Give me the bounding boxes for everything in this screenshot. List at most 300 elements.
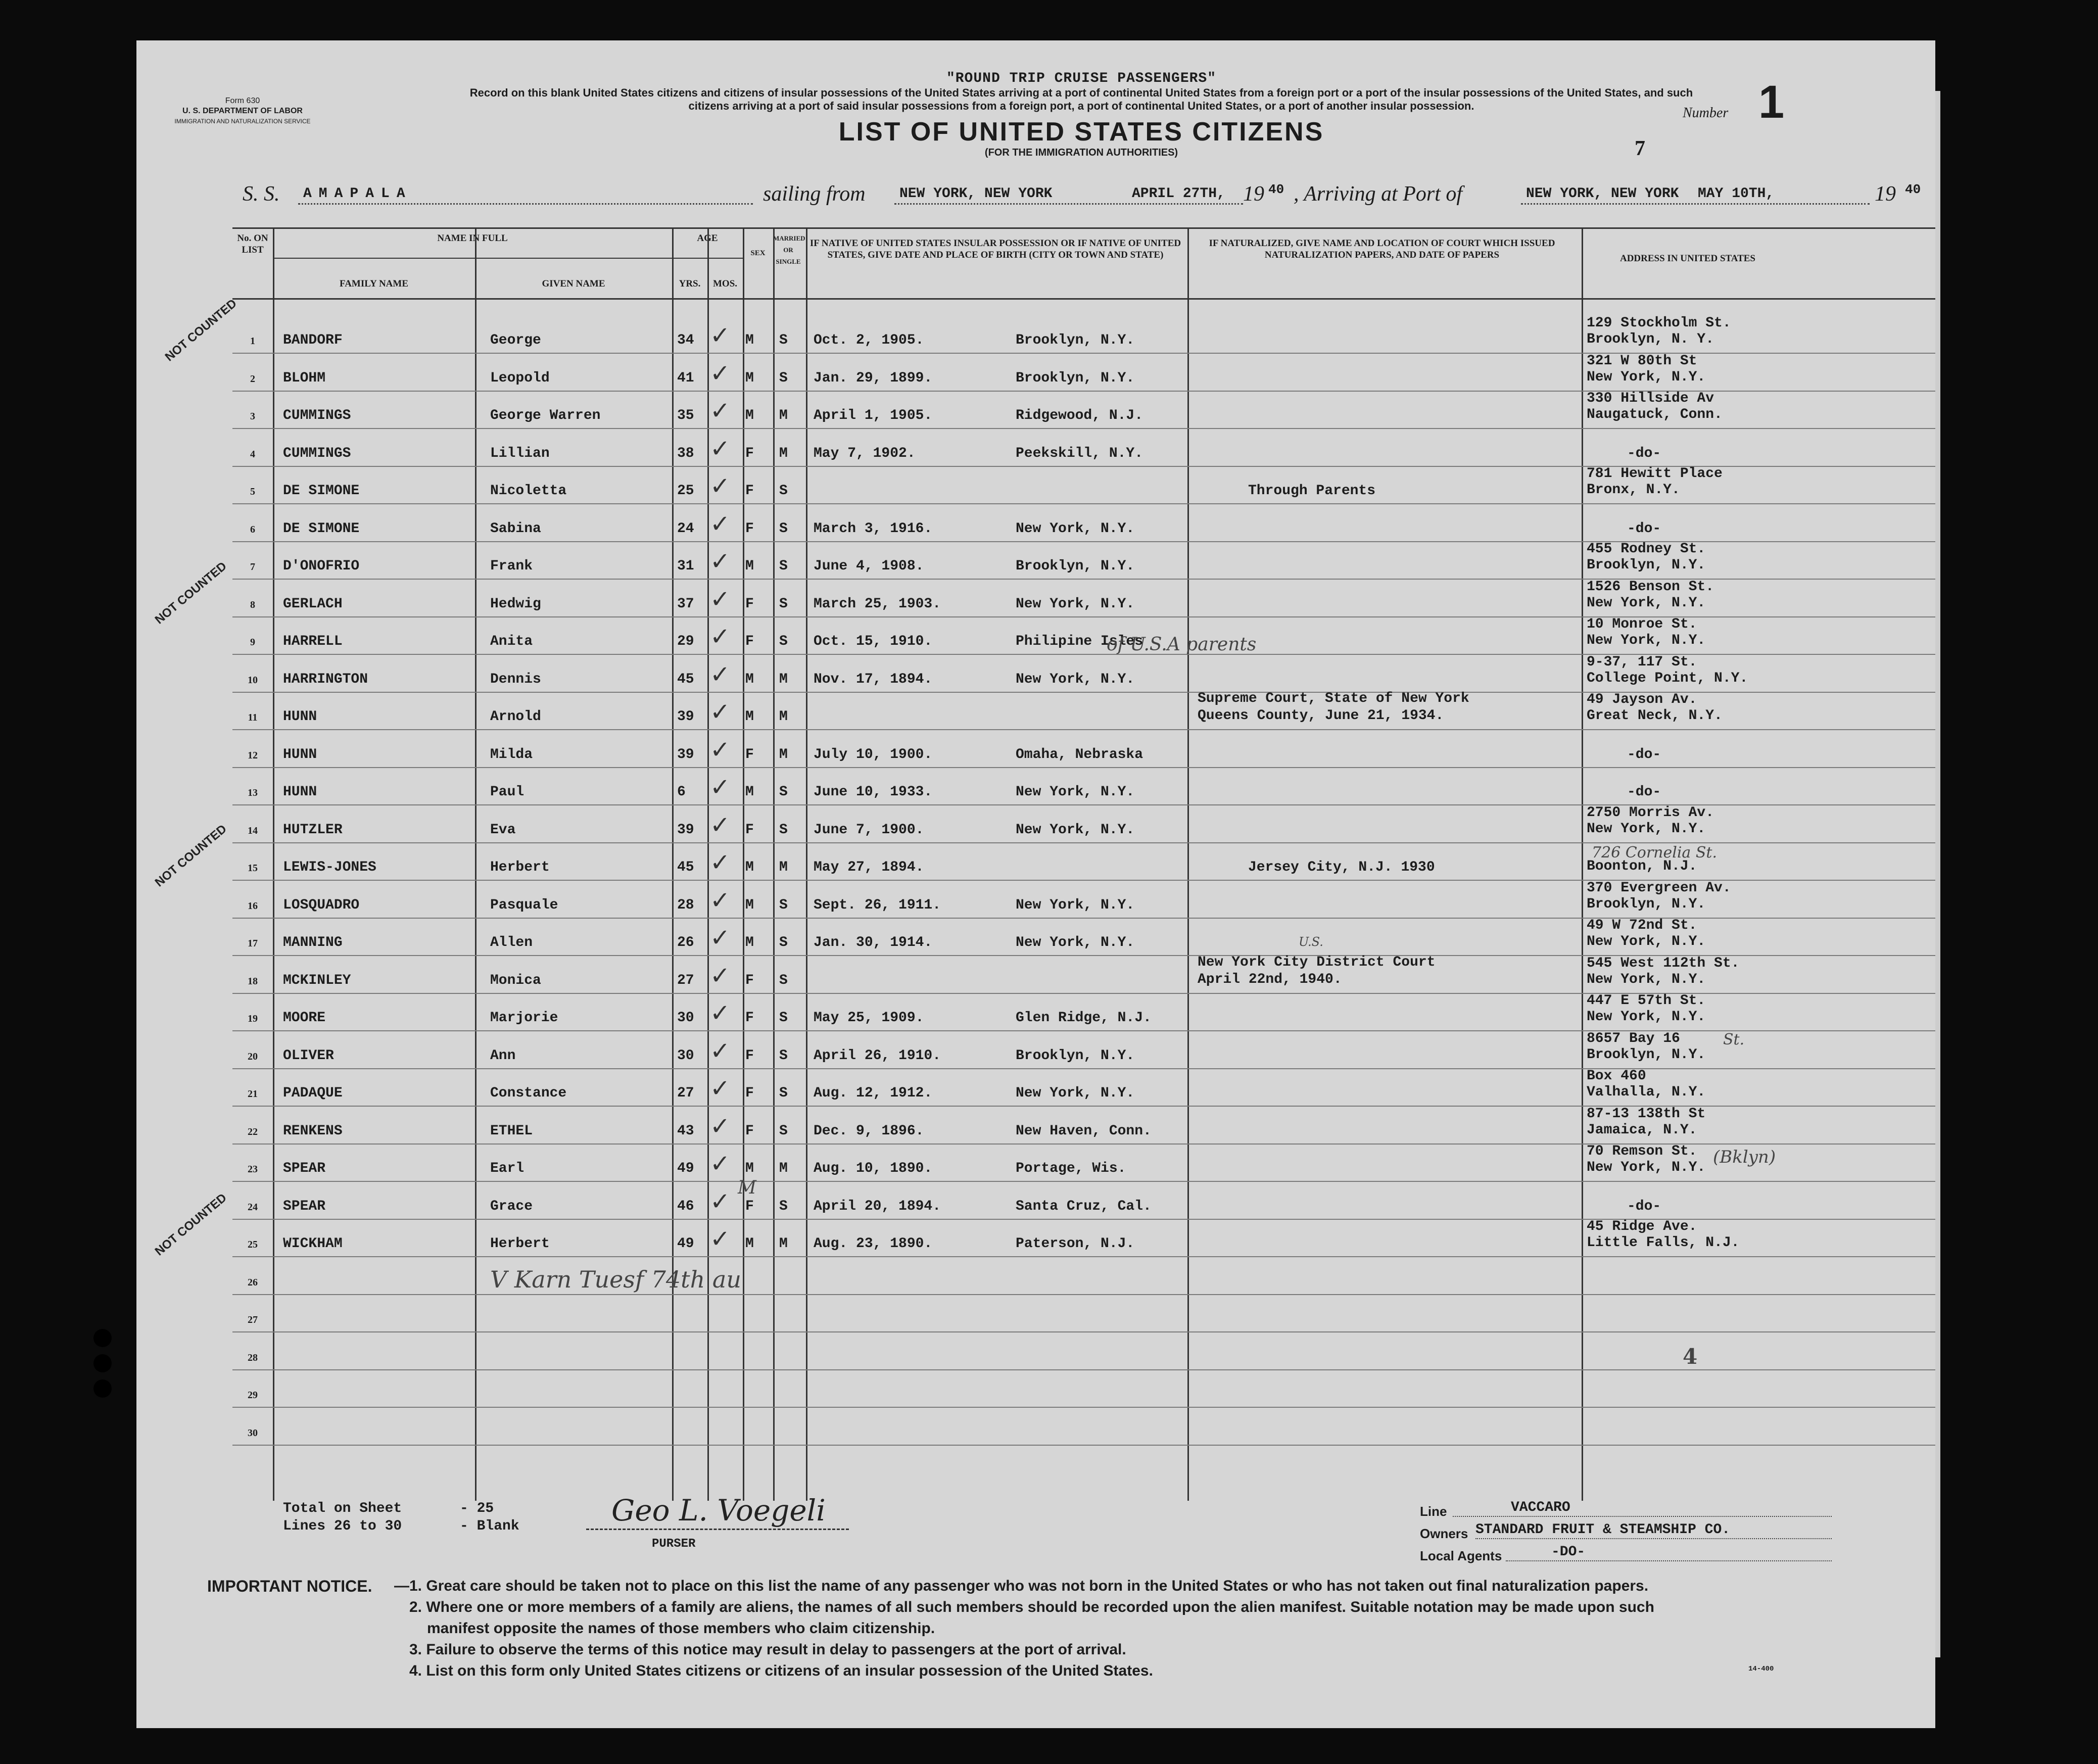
notice-item-2: 2. Where one or more members of a family are aliens, the names of all such members should be recorded upon the alien manifest. Suitable notation may be made upon such: [409, 1599, 1654, 1615]
punch-hole: [93, 1354, 112, 1372]
birth-date-cell: Jan. 29, 1899.: [814, 370, 933, 386]
birth-place-cell: New York, N.Y.: [1016, 822, 1135, 838]
row-number: 11: [248, 712, 258, 723]
marital-status-cell: S: [779, 1123, 788, 1139]
marital-status-cell: S: [779, 1198, 788, 1214]
address-line-2: Valhalla, N.Y.: [1587, 1084, 1706, 1100]
marital-status-cell: S: [779, 935, 788, 950]
birth-date-cell: Sept. 26, 1911.: [814, 897, 941, 913]
number-label: Number: [1683, 105, 1729, 121]
row-number: 15: [248, 863, 258, 874]
row-rule: [232, 1068, 1935, 1069]
birth-date-cell: June 7, 1900.: [814, 822, 924, 838]
given-name-cell: Earl: [490, 1161, 524, 1176]
row-number: 25: [248, 1239, 258, 1250]
arriving-label: , Arriving at Port of: [1294, 182, 1463, 206]
age-cell: 45: [677, 671, 694, 687]
age-cell: 41: [677, 370, 694, 386]
given-name-cell: Nicoletta: [490, 483, 567, 499]
marital-status-cell: M: [779, 746, 788, 762]
family-name-cell: OLIVER: [283, 1047, 334, 1064]
sex-cell: F: [745, 1123, 754, 1139]
marital-status-cell: M: [779, 860, 788, 875]
notice-title: IMPORTANT NOTICE.: [207, 1577, 372, 1595]
age-cell: 26: [677, 935, 694, 950]
birth-place-cell: New York, N.Y.: [1016, 520, 1135, 537]
family-name-cell: SPEAR: [283, 1161, 326, 1176]
depart-year: 40: [1268, 182, 1284, 197]
birth-place-cell: New York, N.Y.: [1016, 1085, 1135, 1101]
row-rule: [232, 1256, 1935, 1257]
family-name-cell: HARRINGTON: [283, 671, 368, 687]
family-name-cell: SPEAR: [283, 1198, 326, 1214]
birth-place-cell: New York, N.Y.: [1016, 897, 1135, 913]
marital-status-cell: S: [779, 822, 788, 838]
marital-status-cell: M: [779, 445, 788, 461]
row-rule: [232, 503, 1935, 504]
address-line-1: 9-37, 117 St.: [1587, 654, 1697, 670]
family-name-cell: D'ONOFRIO: [283, 558, 360, 574]
row-rule: [232, 1369, 1935, 1370]
birth-date-cell: March 3, 1916.: [814, 520, 933, 537]
birth-date-cell: Aug. 12, 1912.: [814, 1085, 933, 1101]
given-name-cell: George: [490, 332, 541, 348]
check-mark-icon: ✓: [710, 736, 731, 764]
page-subtitle: (FOR THE IMMIGRATION AUTHORITIES): [984, 147, 1178, 158]
birth-date-cell: June 10, 1933.: [814, 784, 933, 800]
marital-status-cell: M: [779, 408, 788, 423]
given-name-cell: Paul: [490, 784, 524, 800]
header-given-name: GIVEN NAME: [542, 278, 605, 289]
punch-hole: [93, 1329, 112, 1347]
birth-place-cell: New York, N.Y.: [1016, 784, 1135, 800]
row-number: 2: [250, 373, 255, 385]
age-cell: 38: [677, 445, 694, 461]
age-cell: 49: [677, 1236, 694, 1252]
notice-item-2-cont: manifest opposite the names of those members who claim citizenship.: [427, 1620, 935, 1637]
notice-item-1: —1. Great care should be taken not to place on this list the name of any passenger who was not born in the United States or who has not taken out final naturalization papers.: [394, 1578, 1649, 1594]
age-cell: 39: [677, 746, 694, 762]
marital-status-cell: S: [779, 370, 788, 386]
naturalization-cell: Through Parents: [1248, 483, 1376, 499]
agents-label: Local Agents: [1420, 1548, 1502, 1563]
marital-status-cell: S: [779, 1047, 788, 1064]
family-name-cell: DE SIMONE: [283, 520, 360, 537]
check-mark-icon: ✓: [710, 925, 731, 951]
header-naturalized: IF NATURALIZED, GIVE NAME AND LOCATION OF COURT WHICH ISSUED NATURALIZATION PAPERS, AND DATE OF PAPERS: [1209, 238, 1555, 260]
round-trip-title: "ROUND TRIP CRUISE PASSENGERS": [946, 71, 1217, 86]
check-mark-icon: ✓: [710, 699, 731, 726]
row-rule: [232, 1331, 1935, 1332]
family-name-cell: BLOHM: [283, 370, 326, 386]
address-line-1: Box 460: [1587, 1068, 1646, 1084]
given-name-cell: Pasquale: [490, 897, 558, 913]
row-number: 17: [248, 938, 258, 949]
birth-place-cell: Ridgewood, N.J.: [1016, 408, 1143, 423]
given-name-cell: Herbert: [490, 860, 550, 875]
not-counted-stamp: NOT COUNTED: [152, 1190, 229, 1259]
birth-place-cell: Brooklyn, N.Y.: [1016, 1047, 1135, 1064]
marital-status-cell: S: [779, 596, 788, 612]
address-line-1: 45 Ridge Ave.: [1587, 1219, 1697, 1234]
check-mark-icon: ✓: [710, 774, 731, 801]
family-name-cell: LEWIS-JONES: [283, 860, 376, 875]
line-value: VACCARO: [1511, 1500, 1570, 1515]
to-port: NEW YORK, NEW YORK: [1526, 186, 1679, 202]
year-prefix: 19: [1243, 182, 1264, 206]
line-label: Line: [1420, 1504, 1447, 1519]
given-name-cell: Monica: [490, 972, 541, 988]
total-label: Total on Sheet: [283, 1501, 402, 1516]
form-number: Form 630: [225, 97, 260, 105]
form-id-block: [162, 96, 323, 126]
sex-cell: M: [745, 332, 754, 348]
sex-cell: M: [745, 558, 754, 574]
family-name-cell: HUNN: [283, 784, 317, 800]
family-name-cell: CUMMINGS: [283, 408, 351, 423]
row-rule: [232, 1181, 1935, 1182]
age-cell: 30: [677, 1047, 694, 1064]
row-number: 26: [248, 1276, 258, 1288]
given-name-cell: Constance: [490, 1085, 567, 1101]
address-line-1: -do-: [1627, 1198, 1661, 1214]
family-name-cell: HARRELL: [283, 634, 343, 649]
row-number: 10: [248, 674, 258, 686]
birth-date-cell: July 10, 1900.: [814, 746, 933, 762]
print-code: 14-400: [1748, 1665, 1774, 1673]
header-yrs: YRS.: [679, 278, 701, 289]
check-mark-icon: ✓: [710, 661, 731, 688]
birth-place-cell: Brooklyn, N.Y.: [1016, 558, 1135, 574]
birth-place-cell: New York, N.Y.: [1016, 935, 1135, 950]
header-name-in-full: NAME IN FULL: [437, 233, 508, 244]
sex-cell: M: [745, 1161, 754, 1176]
birth-date-cell: May 25, 1909.: [814, 1010, 924, 1026]
check-mark-icon: ✓: [710, 1075, 731, 1102]
page-title: LIST OF UNITED STATES CITIZENS: [838, 117, 1324, 147]
address-line-1: 781 Hewitt Place: [1587, 466, 1723, 482]
address-line-1: 455 Rodney St.: [1587, 541, 1706, 557]
row-number: 23: [248, 1164, 258, 1175]
arrive-date: MAY 10TH,: [1698, 186, 1775, 202]
row-number: 12: [248, 749, 258, 761]
marital-status-cell: S: [779, 558, 788, 574]
header-age: AGE: [697, 233, 718, 244]
sex-cell: F: [745, 634, 754, 649]
age-cell: 27: [677, 1085, 694, 1101]
sex-cell: M: [745, 671, 754, 687]
row-number: 18: [248, 975, 258, 987]
birth-place-cell: New York, N.Y.: [1016, 596, 1135, 612]
footer: [136, 1491, 1935, 1723]
age-cell: 6: [677, 784, 686, 800]
notice-item-4: 4. List on this form only United States citizens or citizens of an insular possession of the United States.: [409, 1662, 1153, 1679]
check-mark-icon: ✓: [710, 435, 731, 462]
sailing-label: sailing from: [763, 182, 866, 206]
address-line-2: New York, N.Y.: [1587, 934, 1706, 949]
sex-cell: M: [745, 897, 754, 913]
marital-status-cell: S: [779, 634, 788, 649]
row-rule: [232, 842, 1935, 843]
check-mark-icon: ✓: [710, 322, 731, 349]
age-cell: 31: [677, 558, 694, 574]
address-line-1: 2750 Morris Av.: [1587, 804, 1714, 821]
row-number: 28: [248, 1352, 258, 1363]
given-name-cell: Herbert: [490, 1236, 550, 1252]
address-line-2: Bronx, N.Y.: [1587, 482, 1680, 498]
header-no-on-list: No. ON LIST: [237, 233, 268, 255]
row-rule: [232, 729, 1935, 730]
header-address: ADDRESS IN UNITED STATES: [1619, 253, 1755, 264]
birth-place-cell: New York, N.Y.: [1016, 671, 1135, 687]
sex-cell: M: [745, 935, 754, 950]
age-cell: 30: [677, 1010, 694, 1026]
not-counted-stamp: NOT COUNTED: [162, 296, 240, 364]
row-number: 22: [248, 1126, 258, 1137]
address-line-2: New York, N.Y.: [1587, 633, 1706, 648]
owners-label: Owners: [1420, 1526, 1468, 1541]
marital-status-cell: S: [779, 520, 788, 537]
family-name-cell: HUNN: [283, 709, 317, 725]
address-line-1: 10 Monroe St.: [1587, 616, 1697, 632]
birth-place-cell: Philipine Isles: [1016, 634, 1143, 649]
birth-place-cell: Brooklyn, N.Y.: [1016, 332, 1135, 348]
sheet-mark: 7: [1635, 137, 1645, 160]
purser-signature: Geo L. Voegeli: [611, 1493, 826, 1528]
row-number: 30: [248, 1427, 258, 1439]
handwritten-parents-note: of U.S.A parents: [1107, 634, 1257, 655]
given-name-cell: Grace: [490, 1198, 533, 1214]
from-port: NEW YORK, NEW YORK: [899, 186, 1053, 202]
address-line-2: New York, N.Y.: [1587, 821, 1706, 837]
family-name-cell: DE SIMONE: [283, 483, 360, 499]
row-number: 29: [248, 1390, 258, 1401]
check-mark-icon: ✓: [710, 1037, 731, 1065]
sex-cell: F: [745, 1198, 754, 1214]
address-line-1: 321 W 80th St: [1587, 353, 1697, 369]
address-line-2: New York, N.Y.: [1587, 1160, 1706, 1175]
address-line-2: Brooklyn, N.Y.: [1587, 896, 1706, 912]
birth-date-cell: March 25, 1903.: [814, 596, 941, 612]
ss-label: S. S.: [243, 182, 280, 206]
given-name-cell: Dennis: [490, 671, 541, 687]
marital-status-cell: S: [779, 972, 788, 988]
birth-date-cell: April 20, 1894.: [814, 1198, 941, 1214]
check-mark-icon: ✓: [710, 849, 731, 876]
age-cell: 27: [677, 972, 694, 988]
birth-date-cell: June 4, 1908.: [814, 558, 924, 574]
punch-hole: [93, 1379, 112, 1398]
address-line-1: 49 W 72nd St.: [1587, 918, 1697, 933]
row-number: 16: [248, 900, 258, 912]
sex-cell: M: [745, 709, 754, 725]
birth-place-cell: Omaha, Nebraska: [1016, 746, 1143, 762]
birth-place-cell: Peekskill, N.Y.: [1016, 445, 1143, 461]
row-rule: [232, 428, 1935, 429]
address-line-1: 330 Hillside Av: [1587, 391, 1714, 406]
address-line-1: 129 Stockholm St.: [1587, 315, 1731, 331]
address-line-2: Great Neck, N.Y.: [1587, 708, 1723, 724]
birth-place-cell: Glen Ridge, N.J.: [1016, 1010, 1152, 1026]
check-mark-icon: ✓: [710, 473, 731, 500]
age-cell: 24: [677, 520, 694, 537]
manifest-page: [136, 40, 1935, 1728]
address-line-2: New York, N.Y.: [1587, 1009, 1706, 1025]
given-name-cell: Ann: [490, 1047, 516, 1064]
check-mark-icon: ✓: [710, 360, 731, 387]
ship-name: AMAPALA: [303, 186, 412, 202]
not-counted-stamp: NOT COUNTED: [152, 822, 229, 890]
given-name-cell: ETHEL: [490, 1123, 533, 1139]
row-rule: [232, 1294, 1935, 1295]
row-rule: [232, 1407, 1935, 1408]
year-prefix-2: 19: [1875, 182, 1896, 206]
check-mark-icon: ✓: [710, 1151, 731, 1177]
sex-cell: F: [745, 520, 754, 537]
address-line-1: 545 West 112th St.: [1587, 955, 1740, 971]
marital-status-cell: M: [779, 671, 788, 687]
address-line-1: 370 Evergreen Av.: [1587, 880, 1731, 896]
family-name-cell: HUNN: [283, 746, 317, 762]
marital-status-cell: S: [779, 332, 788, 348]
birth-place-cell: Brooklyn, N.Y.: [1016, 370, 1135, 386]
address-line-2: New York, N.Y.: [1587, 595, 1706, 611]
owners-value: STANDARD FRUIT & STEAMSHIP CO.: [1475, 1522, 1731, 1538]
birth-date-cell: Aug. 10, 1890.: [814, 1161, 933, 1176]
address-line-2: New York, N.Y.: [1587, 971, 1706, 987]
family-name-cell: CUMMINGS: [283, 445, 351, 461]
sex-cell: M: [745, 370, 754, 386]
birth-place-cell: New Haven, Conn.: [1016, 1123, 1152, 1139]
address-line-2: Brooklyn, N. Y.: [1587, 331, 1714, 347]
check-mark-icon: ✓: [710, 1000, 731, 1027]
birth-date-cell: Dec. 9, 1896.: [814, 1123, 924, 1139]
check-mark-icon: ✓: [710, 962, 731, 989]
address-line-2: Brooklyn, N.Y.: [1587, 557, 1706, 573]
address-line-1: 1526 Benson St.: [1587, 579, 1714, 595]
age-cell: 49: [677, 1161, 694, 1176]
age-cell: 45: [677, 860, 694, 875]
address-line-2: College Point, N.Y.: [1587, 670, 1748, 686]
given-name-cell: Leopold: [490, 370, 550, 386]
blank-lines-value: - Blank: [460, 1518, 519, 1534]
birth-date-cell: April 26, 1910.: [814, 1047, 941, 1064]
row-number: 9: [250, 637, 255, 648]
service: IMMIGRATION AND NATURALIZATION SERVICE: [174, 118, 311, 125]
sex-cell: F: [745, 972, 754, 988]
check-mark-icon: ✓: [710, 887, 731, 914]
marital-status-cell: M: [779, 1236, 788, 1252]
address-line-2: Little Falls, N.J.: [1587, 1235, 1740, 1251]
given-name-cell: Lillian: [490, 445, 550, 461]
check-mark-icon: ✓: [710, 510, 731, 538]
given-name-cell: Arnold: [490, 709, 541, 725]
header-married-single: MARRIED OR SINGLE: [773, 234, 805, 265]
sex-cell: F: [745, 445, 754, 461]
arrive-year: 40: [1905, 182, 1921, 197]
given-name-cell: George Warren: [490, 408, 601, 423]
birth-date-cell: April 1, 1905.: [814, 408, 933, 423]
marital-status-cell: M: [779, 709, 788, 725]
marital-status-cell: S: [779, 483, 788, 499]
handwritten-st-note: St.: [1723, 1031, 1745, 1048]
address-line-1: 8657 Bay 16: [1587, 1030, 1680, 1046]
naturalization-cell: Supreme Court, State of New York: [1198, 691, 1469, 706]
row-number: 21: [248, 1088, 258, 1100]
check-mark-icon: ✓: [710, 812, 731, 839]
naturalization-cell-2: Queens County, June 21, 1934.: [1198, 708, 1444, 724]
given-name-cell: Frank: [490, 558, 533, 574]
sex-cell: F: [745, 822, 754, 838]
not-counted-stamp: NOT COUNTED: [152, 559, 229, 627]
number-value: 1: [1758, 76, 1785, 128]
check-mark-icon: ✓: [710, 586, 731, 613]
age-cell: 37: [677, 596, 694, 612]
marital-status-cell: S: [779, 897, 788, 913]
check-mark-icon: ✓: [710, 624, 731, 650]
header-mos: MOS.: [712, 278, 738, 289]
sex-cell: F: [745, 1010, 754, 1026]
given-name-cell: Eva: [490, 822, 516, 838]
address-line-2: New York, N.Y.: [1587, 369, 1706, 385]
family-name-cell: MANNING: [283, 935, 343, 950]
row-rule: [232, 1445, 1935, 1446]
check-mark-icon: ✓: [710, 548, 731, 575]
sex-cell: M: [745, 408, 754, 423]
address-line-2: Jamaica, N.Y.: [1587, 1122, 1697, 1138]
row-number: 3: [250, 411, 255, 422]
given-name-cell: Hedwig: [490, 596, 541, 612]
naturalization-cell: New York City District Court: [1198, 954, 1436, 970]
age-cell: 28: [677, 897, 694, 913]
handwritten-ms-correction: M: [738, 1177, 756, 1198]
total-value: - 25: [460, 1501, 494, 1516]
address-line-2: Brooklyn, N.Y.: [1587, 1046, 1706, 1063]
given-name-cell: Allen: [490, 935, 533, 950]
handwritten-row26-note: V Karn Tuesf 74th au: [490, 1266, 741, 1293]
birth-date-cell: Oct. 2, 1905.: [814, 332, 924, 348]
page-mark: 4: [1683, 1344, 1698, 1369]
birth-date-cell: Jan. 30, 1914.: [814, 935, 933, 950]
address-line-1: 49 Jayson Av.: [1587, 692, 1697, 707]
address-line-1: -do-: [1627, 445, 1661, 461]
age-cell: 34: [677, 332, 694, 348]
agents-value: -DO-: [1551, 1544, 1586, 1560]
row-number: 7: [250, 561, 255, 573]
address-line-1: -do-: [1627, 520, 1661, 537]
birth-date-cell: May 7, 1902.: [814, 445, 916, 461]
family-name-cell: HUTZLER: [283, 822, 343, 838]
address-line-1: 447 E 57th St.: [1587, 993, 1706, 1009]
address-line-2: Naugatuck, Conn.: [1587, 407, 1723, 422]
address-line-1: -do-: [1627, 746, 1661, 762]
row-number: 14: [248, 825, 258, 836]
row-number: 13: [248, 787, 258, 798]
handwritten-bklyn-note: (Bklyn): [1713, 1147, 1776, 1167]
sex-cell: F: [745, 1047, 754, 1064]
age-cell: 29: [677, 634, 694, 649]
row-number: 27: [248, 1314, 258, 1325]
check-mark-icon: ✓: [710, 1188, 731, 1215]
birth-place-cell: Portage, Wis.: [1016, 1161, 1126, 1176]
family-name-cell: MCKINLEY: [283, 972, 351, 988]
birth-date-cell: Oct. 15, 1910.: [814, 634, 933, 649]
birth-place-cell: Santa Cruz, Cal.: [1016, 1198, 1152, 1214]
sex-cell: F: [745, 746, 754, 762]
family-name-cell: BANDORF: [283, 332, 343, 348]
given-name-cell: Sabina: [490, 520, 541, 537]
notice-item-3: 3. Failure to observe the terms of this notice may result in delay to passengers at the port of arrival.: [409, 1641, 1126, 1658]
